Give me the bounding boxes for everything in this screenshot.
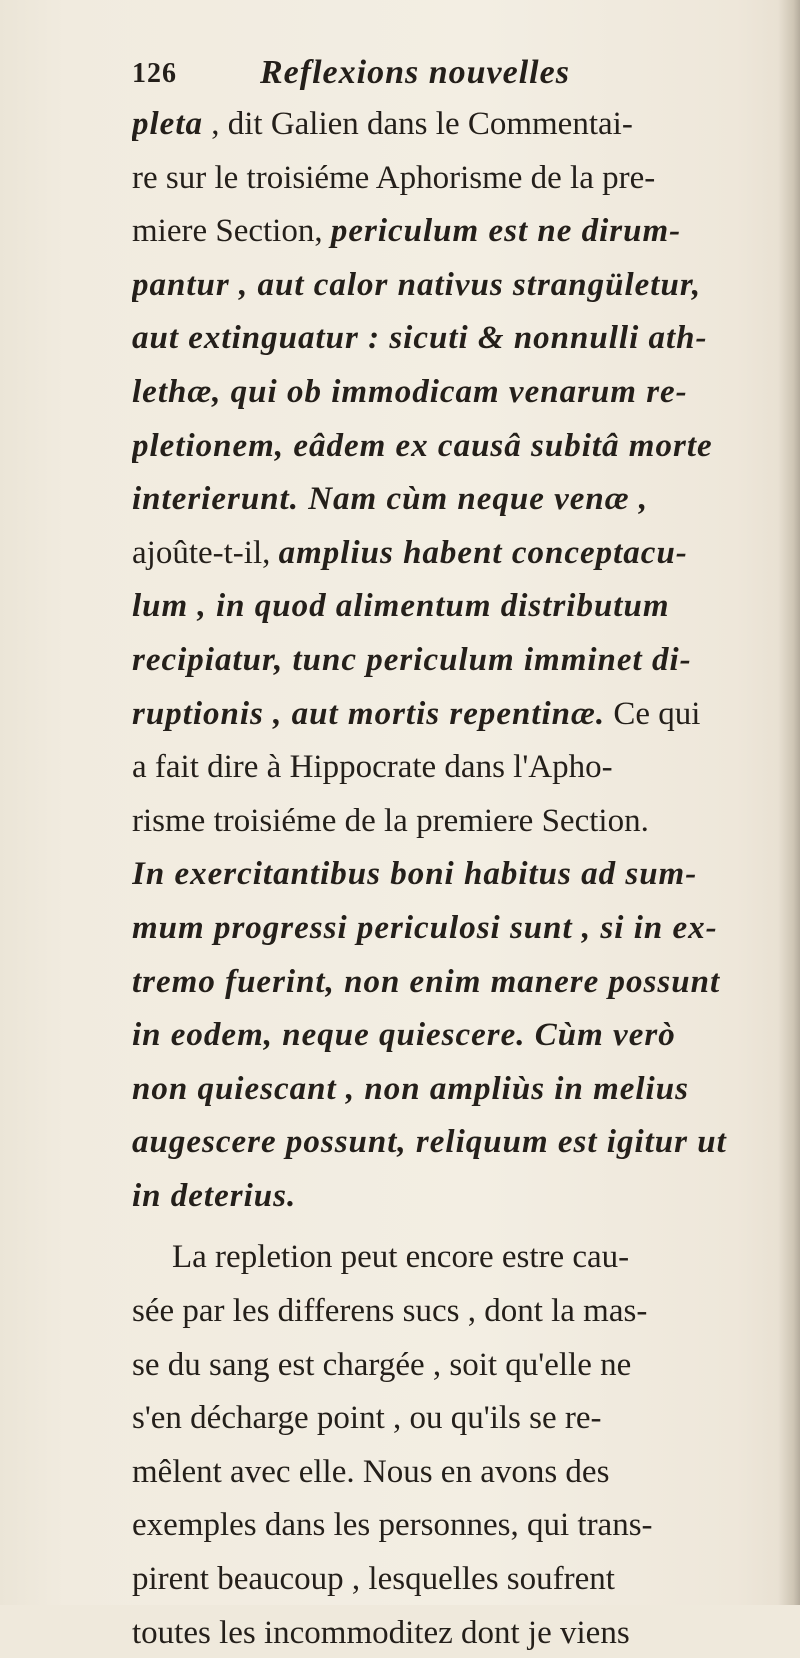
italic-latin-segment: pletionem, eâdem ex causâ subitâ morte <box>132 427 713 464</box>
italic-latin-segment: augescere possunt, reliquum est igitur ut <box>132 1124 727 1161</box>
text-line <box>132 954 772 1008</box>
italic-latin-segment: tremo fuerint, non enim manere possunt <box>132 963 721 1000</box>
italic-latin-segment: recipiatur, tunc periculum imminet di- <box>132 641 692 678</box>
text-line <box>132 900 772 954</box>
italic-latin-segment: In exercitantibus boni habitus ad sum- <box>132 856 698 893</box>
roman-text-segment: exemples dans les personnes, qui trans- <box>132 1507 653 1544</box>
text-line <box>132 1168 772 1222</box>
text-line <box>132 793 772 847</box>
text-line <box>132 150 772 204</box>
page-header <box>132 52 752 98</box>
body-text <box>132 96 772 1658</box>
text-line <box>132 525 772 579</box>
italic-latin-segment: non quiescant , non ampliùs in melius <box>132 1070 689 1107</box>
italic-latin-segment: periculum est ne dirum- <box>330 213 682 250</box>
text-line <box>132 1551 772 1605</box>
roman-text-segment: La repletion peut encore estre cau- <box>172 1239 630 1276</box>
italic-latin-segment: pleta <box>132 106 203 142</box>
roman-text-segment: Ce qui <box>605 695 701 732</box>
text-line <box>132 739 772 793</box>
text-line <box>132 1007 772 1061</box>
italic-latin-segment: aut extinguatur : sicuti & nonnulli ath- <box>132 320 708 357</box>
roman-text-segment: ajoûte-t-il, <box>132 534 279 571</box>
text-line <box>132 1061 772 1115</box>
italic-latin-segment: lum , in quod alimentum distributum <box>132 588 670 625</box>
text-line <box>132 686 772 740</box>
text-line <box>132 1283 772 1337</box>
text-line <box>132 1444 772 1498</box>
text-line <box>132 1605 772 1658</box>
text-line <box>132 1390 772 1444</box>
roman-text-segment: , dit Galien dans le Commentai- <box>202 106 633 142</box>
italic-latin-segment: ruptionis , aut mortis repentinæ. <box>132 695 606 732</box>
italic-latin-segment: pantur , aut calor nativus strangületur, <box>132 266 702 303</box>
roman-text-segment: mêlent avec elle. Nous en avons des <box>132 1453 610 1490</box>
italic-latin-segment: interierunt. Nam cùm neque venæ , <box>132 481 649 518</box>
text-line <box>132 203 772 257</box>
roman-text-segment: sée par les differens sucs , dont la mas- <box>132 1293 648 1330</box>
roman-text-segment: a fait dire à Hippocrate dans l'Apho- <box>132 749 613 786</box>
italic-latin-segment: in eodem, neque quiescere. Cùm verò <box>132 1017 676 1054</box>
text-line <box>132 1497 772 1551</box>
italic-latin-segment: amplius habent conceptacu- <box>278 534 688 571</box>
italic-latin-segment: in deterius. <box>132 1177 297 1214</box>
text-line <box>132 310 772 364</box>
roman-text-segment: pirent beaucoup , lesquelles soufrent <box>132 1561 615 1598</box>
text-line <box>132 1114 772 1168</box>
text-line <box>132 1229 772 1283</box>
roman-text-segment: miere Section, <box>132 213 331 250</box>
roman-text-segment: re sur le troisiéme Aphorisme de la pre- <box>132 159 656 196</box>
text-line <box>132 471 772 525</box>
text-line <box>132 418 772 472</box>
italic-latin-segment: mum progressi periculosi sunt , si in ex- <box>132 909 718 946</box>
running-title: Reflexions nouvelles <box>260 54 570 91</box>
roman-text-segment: toutes les incommoditez dont je viens <box>132 1614 630 1651</box>
italic-latin-segment: lethæ, qui ob immodicam venarum re- <box>132 373 688 410</box>
roman-text-segment: se du sang est chargée , soit qu'elle ne <box>132 1346 632 1383</box>
text-line <box>132 1337 772 1391</box>
text-line <box>132 257 772 311</box>
text-line <box>132 578 772 632</box>
text-line <box>132 364 772 418</box>
page-edge-shadow <box>778 0 800 1605</box>
page-number: 126 <box>132 58 177 89</box>
roman-text-segment: risme troisiéme de la premiere Section. <box>132 802 649 839</box>
text-line <box>132 96 772 150</box>
roman-text-segment: s'en décharge point , ou qu'ils se re- <box>132 1400 602 1437</box>
text-line <box>132 632 772 686</box>
text-line <box>132 846 772 900</box>
